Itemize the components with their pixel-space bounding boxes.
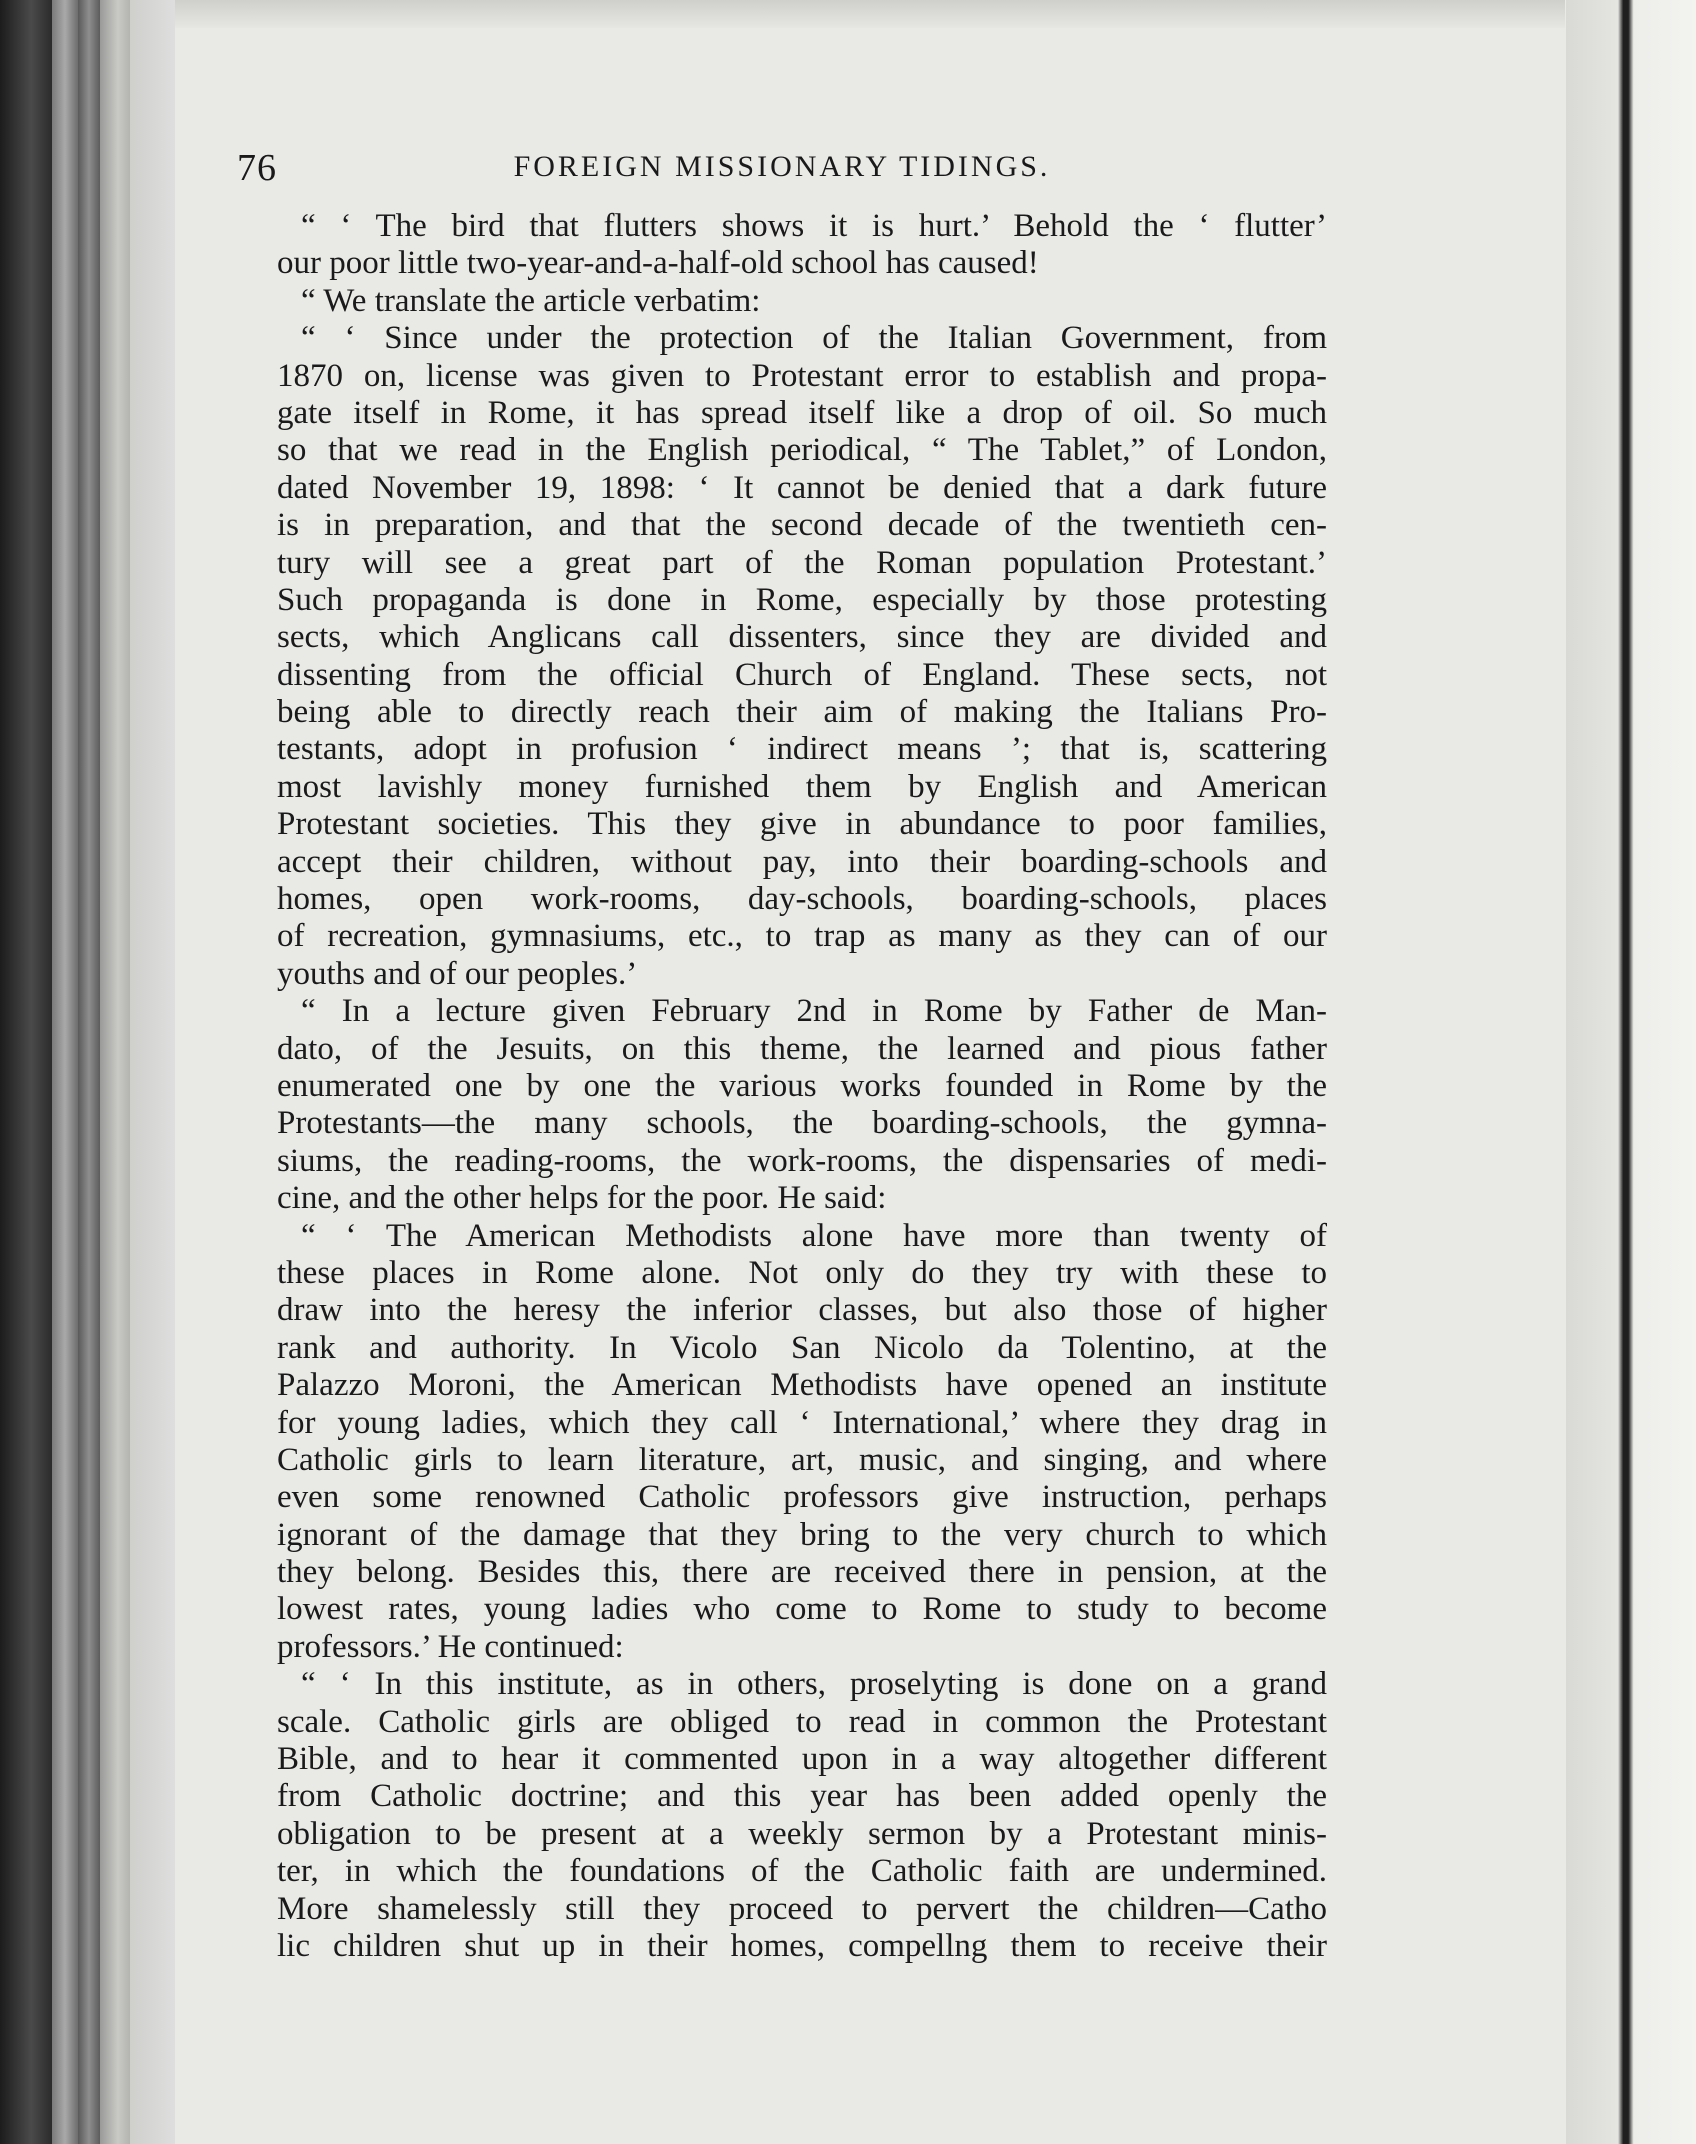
text-line: youths and of our peoples.’ bbox=[277, 955, 638, 992]
text-line: “ In a lecture given February 2nd in Rome by Father de Man- bbox=[301, 993, 1327, 1030]
page-edge-strip bbox=[100, 0, 130, 2144]
running-title: FOREIGN MISSIONARY TIDINGS. bbox=[513, 150, 1051, 183]
text-line: dissenting from the official Church of England. These sects, not bbox=[277, 656, 1327, 693]
text-line: draw into the heresy the inferior classes, but also those of higher bbox=[277, 1292, 1327, 1329]
text-line: homes, open work-rooms, day-schools, boarding-schools, places bbox=[277, 881, 1327, 918]
book-page bbox=[175, 0, 1565, 2144]
text-line: gate itself in Rome, it has spread itself like a drop of oil. So much bbox=[277, 394, 1327, 431]
text-line: 1870 on, license was given to Protestant error to establish and propa- bbox=[277, 357, 1327, 394]
text-line: cine, and the other helps for the poor. He said: bbox=[277, 1180, 887, 1217]
text-line: Protestants—the many schools, the boarding-schools, the gymna- bbox=[277, 1105, 1327, 1142]
text-line: dated November 19, 1898: ‘ It cannot be denied that a dark future bbox=[277, 469, 1327, 506]
text-line: lic children shut up in their homes, compellng them to receive their bbox=[277, 1927, 1327, 1964]
text-line: More shamelessly still they proceed to pervert the children—Catho bbox=[277, 1890, 1327, 1927]
text-line: most lavishly money furnished them by English and American bbox=[277, 768, 1327, 805]
page-edge-strip bbox=[52, 0, 78, 2144]
binding-edge bbox=[0, 0, 52, 2144]
text-line: of recreation, gymnasiums, etc., to trap as many as they can of our bbox=[277, 918, 1327, 955]
text-line: lowest rates, young ladies who come to Rome to study to become bbox=[277, 1591, 1327, 1628]
text-line: accept their children, without pay, into their boarding-schools and bbox=[277, 843, 1327, 880]
text-line: dato, of the Jesuits, on this theme, the learned and pious father bbox=[277, 1030, 1327, 1067]
text-line: “ We translate the article verbatim: bbox=[301, 282, 761, 319]
text-line: so that we read in the English periodical, “ The Tablet,” of London, bbox=[277, 432, 1327, 469]
text-line: enumerated one by one the various works founded in Rome by the bbox=[277, 1067, 1327, 1104]
page-header bbox=[237, 146, 1327, 196]
text-line: professors.’ He continued: bbox=[277, 1628, 624, 1665]
text-line: obligation to be present at a weekly sermon by a Protestant minis- bbox=[277, 1815, 1327, 1852]
body-text bbox=[277, 208, 1327, 1965]
page-number: 76 bbox=[237, 147, 277, 189]
text-line: Bible, and to hear it commented upon in a way altogether different bbox=[277, 1741, 1327, 1778]
text-line: these places in Rome alone. Not only do they try with these to bbox=[277, 1254, 1327, 1291]
page-gutter bbox=[130, 0, 175, 2144]
text-line: scale. Catholic girls are obliged to read in common the Protestant bbox=[277, 1703, 1327, 1740]
text-line: even some renowned Catholic professors give instruction, perhaps bbox=[277, 1479, 1327, 1516]
facing-page-edge bbox=[1566, 0, 1696, 2144]
text-line: for young ladies, which they call ‘ International,’ where they drag in bbox=[277, 1404, 1327, 1441]
text-line: Palazzo Moroni, the American Methodists have opened an institute bbox=[277, 1367, 1327, 1404]
text-line: Such propaganda is done in Rome, especially by those protesting bbox=[277, 581, 1327, 618]
text-line: sects, which Anglicans call dissenters, since they are divided and bbox=[277, 619, 1327, 656]
text-line: testants, adopt in profusion ‘ indirect means ’; that is, scattering bbox=[277, 731, 1327, 768]
text-line: “ ‘ Since under the protection of the Italian Government, from bbox=[301, 320, 1327, 357]
text-line: ignorant of the damage that they bring to the very church to which bbox=[277, 1516, 1327, 1553]
text-line: our poor little two-year-and-a-half-old school has caused! bbox=[277, 245, 1039, 282]
text-line: rank and authority. In Vicolo San Nicolo da Tolentino, at the bbox=[277, 1329, 1327, 1366]
page-edge-strip bbox=[78, 0, 100, 2144]
text-line: ter, in which the foundations of the Catholic faith are undermined. bbox=[277, 1853, 1327, 1890]
text-line: “ ‘ The American Methodists alone have more than twenty of bbox=[301, 1217, 1327, 1254]
text-line: Protestant societies. This they give in abundance to poor families, bbox=[277, 806, 1327, 843]
text-line: from Catholic doctrine; and this year has been added openly the bbox=[277, 1778, 1327, 1815]
text-line: tury will see a great part of the Roman population Protestant.’ bbox=[277, 544, 1327, 581]
text-line: “ ‘ The bird that flutters shows it is hurt.’ Behold the ‘ flutter’ bbox=[301, 208, 1327, 244]
text-line: siums, the reading-rooms, the work-rooms, the dispensaries of medi- bbox=[277, 1142, 1327, 1179]
text-line: Catholic girls to learn literature, art, music, and singing, and where bbox=[277, 1441, 1327, 1478]
text-line: “ ‘ In this institute, as in others, proselyting is done on a grand bbox=[301, 1666, 1327, 1703]
text-line: is in preparation, and that the second decade of the twentieth cen- bbox=[277, 507, 1327, 544]
text-line: being able to directly reach their aim of making the Italians Pro- bbox=[277, 694, 1327, 731]
text-line: they belong. Besides this, there are received there in pension, at the bbox=[277, 1554, 1327, 1591]
